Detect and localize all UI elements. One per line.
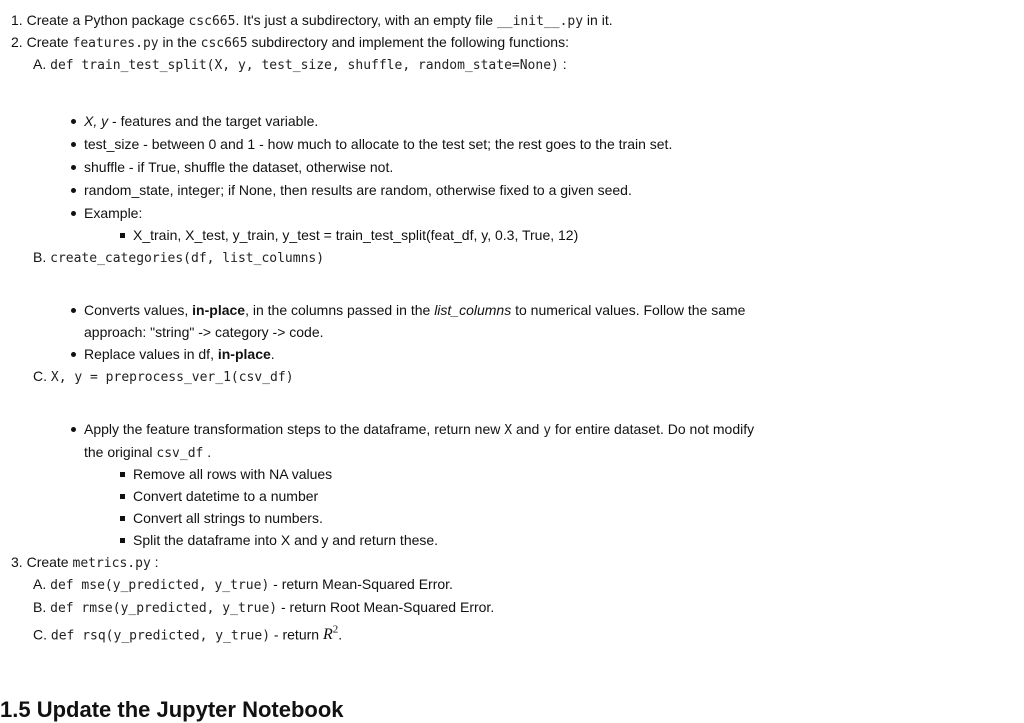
step-2: 2. Create features.py in the csc665 subdirectory and implement the following functions: bbox=[11, 34, 569, 51]
inline-code: metrics.py bbox=[72, 556, 151, 571]
list-item: random_state, integer; if None, then results are random, otherwise fixed to a given seed. bbox=[84, 182, 632, 198]
inline-code: __init__.py bbox=[496, 14, 584, 29]
r-squared-symbol: $R^2$ bbox=[322, 624, 339, 644]
step-2c bbox=[33, 367, 294, 387]
sub-list-item: Convert all strings to numbers. bbox=[133, 510, 323, 526]
step-1: 1. Create a Python package csc665. It's just a subdirectory, with an empty file __init__.py in it. bbox=[11, 12, 613, 29]
list-item: Converts values, in-place, in the columns passed in the list_columns to numerical values. Follow the same bbox=[84, 302, 746, 318]
inline-code: csc665 bbox=[200, 36, 248, 51]
step-letter: C. bbox=[33, 368, 47, 384]
list-item-continued: the original csv_df . bbox=[84, 444, 212, 461]
list-item: X, y - features and the target variable. bbox=[84, 113, 319, 129]
inline-code: csv_df bbox=[156, 446, 204, 461]
function-signature: def mse(y_predicted, y_true) bbox=[50, 578, 270, 593]
step-letter: B. bbox=[33, 249, 47, 265]
sub-list-item: Split the dataframe into X and y and return these. bbox=[133, 532, 439, 548]
function-signature: X, y = preprocess_ver_1(csv_df) bbox=[50, 370, 294, 385]
step-number: 3. bbox=[11, 554, 23, 570]
step-2a: A. def train_test_split(X, y, test_size, shuffle, random_state=None) : bbox=[33, 56, 567, 73]
inline-code: csc665 bbox=[188, 14, 236, 29]
sub-list-item: Convert datetime to a number bbox=[133, 488, 319, 504]
section-heading: 1.5 Update the Jupyter Notebook bbox=[0, 697, 344, 722]
list-item: shuffle - if True, shuffle the dataset, otherwise not. bbox=[84, 159, 394, 175]
step-number: 1. bbox=[11, 12, 23, 28]
step-letter: A. bbox=[33, 576, 47, 592]
step-letter: C. bbox=[33, 626, 47, 643]
inline-code: y bbox=[543, 423, 552, 438]
step-3a: A. def mse(y_predicted, y_true) - return Mean-Squared Error. bbox=[33, 576, 453, 593]
step-letter: B. bbox=[33, 599, 47, 615]
list-item-continued: approach: "string" -> category -> code. bbox=[84, 324, 324, 340]
step-2b bbox=[33, 248, 324, 268]
function-signature: def rsq(y_predicted, y_true) bbox=[50, 628, 271, 644]
step-number: 2. bbox=[11, 34, 23, 50]
function-signature: create_categories(df, list_columns) bbox=[50, 251, 325, 266]
step-letter: A. bbox=[33, 56, 47, 72]
sub-list-item: X_train, X_test, y_train, y_test = train_test_split(feat_df, y, 0.3, True, 12) bbox=[133, 227, 579, 243]
inline-code: X bbox=[504, 423, 513, 438]
function-signature: def rmse(y_predicted, y_true) bbox=[50, 601, 278, 616]
list-item: Apply the feature transformation steps to the dataframe, return new X and y for entire dataset. Do not modify bbox=[84, 421, 755, 438]
function-signature: def train_test_split(X, y, test_size, shuffle, random_state=None) bbox=[50, 58, 559, 73]
sub-list-item: Remove all rows with NA values bbox=[133, 466, 333, 482]
step-3c: C. def rsq(y_predicted, y_true) - return $R^2$. bbox=[33, 624, 343, 644]
list-item: test_size - between 0 and 1 - how much to allocate to the test set; the rest goes to the train set. bbox=[84, 136, 673, 152]
step-3b: B. def rmse(y_predicted, y_true) - return Root Mean-Squared Error. bbox=[33, 599, 495, 616]
list-item: Replace values in df, in-place. bbox=[84, 346, 275, 362]
list-item: Example: bbox=[84, 205, 143, 221]
inline-code: features.py bbox=[72, 36, 159, 51]
step-3: 3. Create metrics.py : bbox=[11, 554, 159, 571]
